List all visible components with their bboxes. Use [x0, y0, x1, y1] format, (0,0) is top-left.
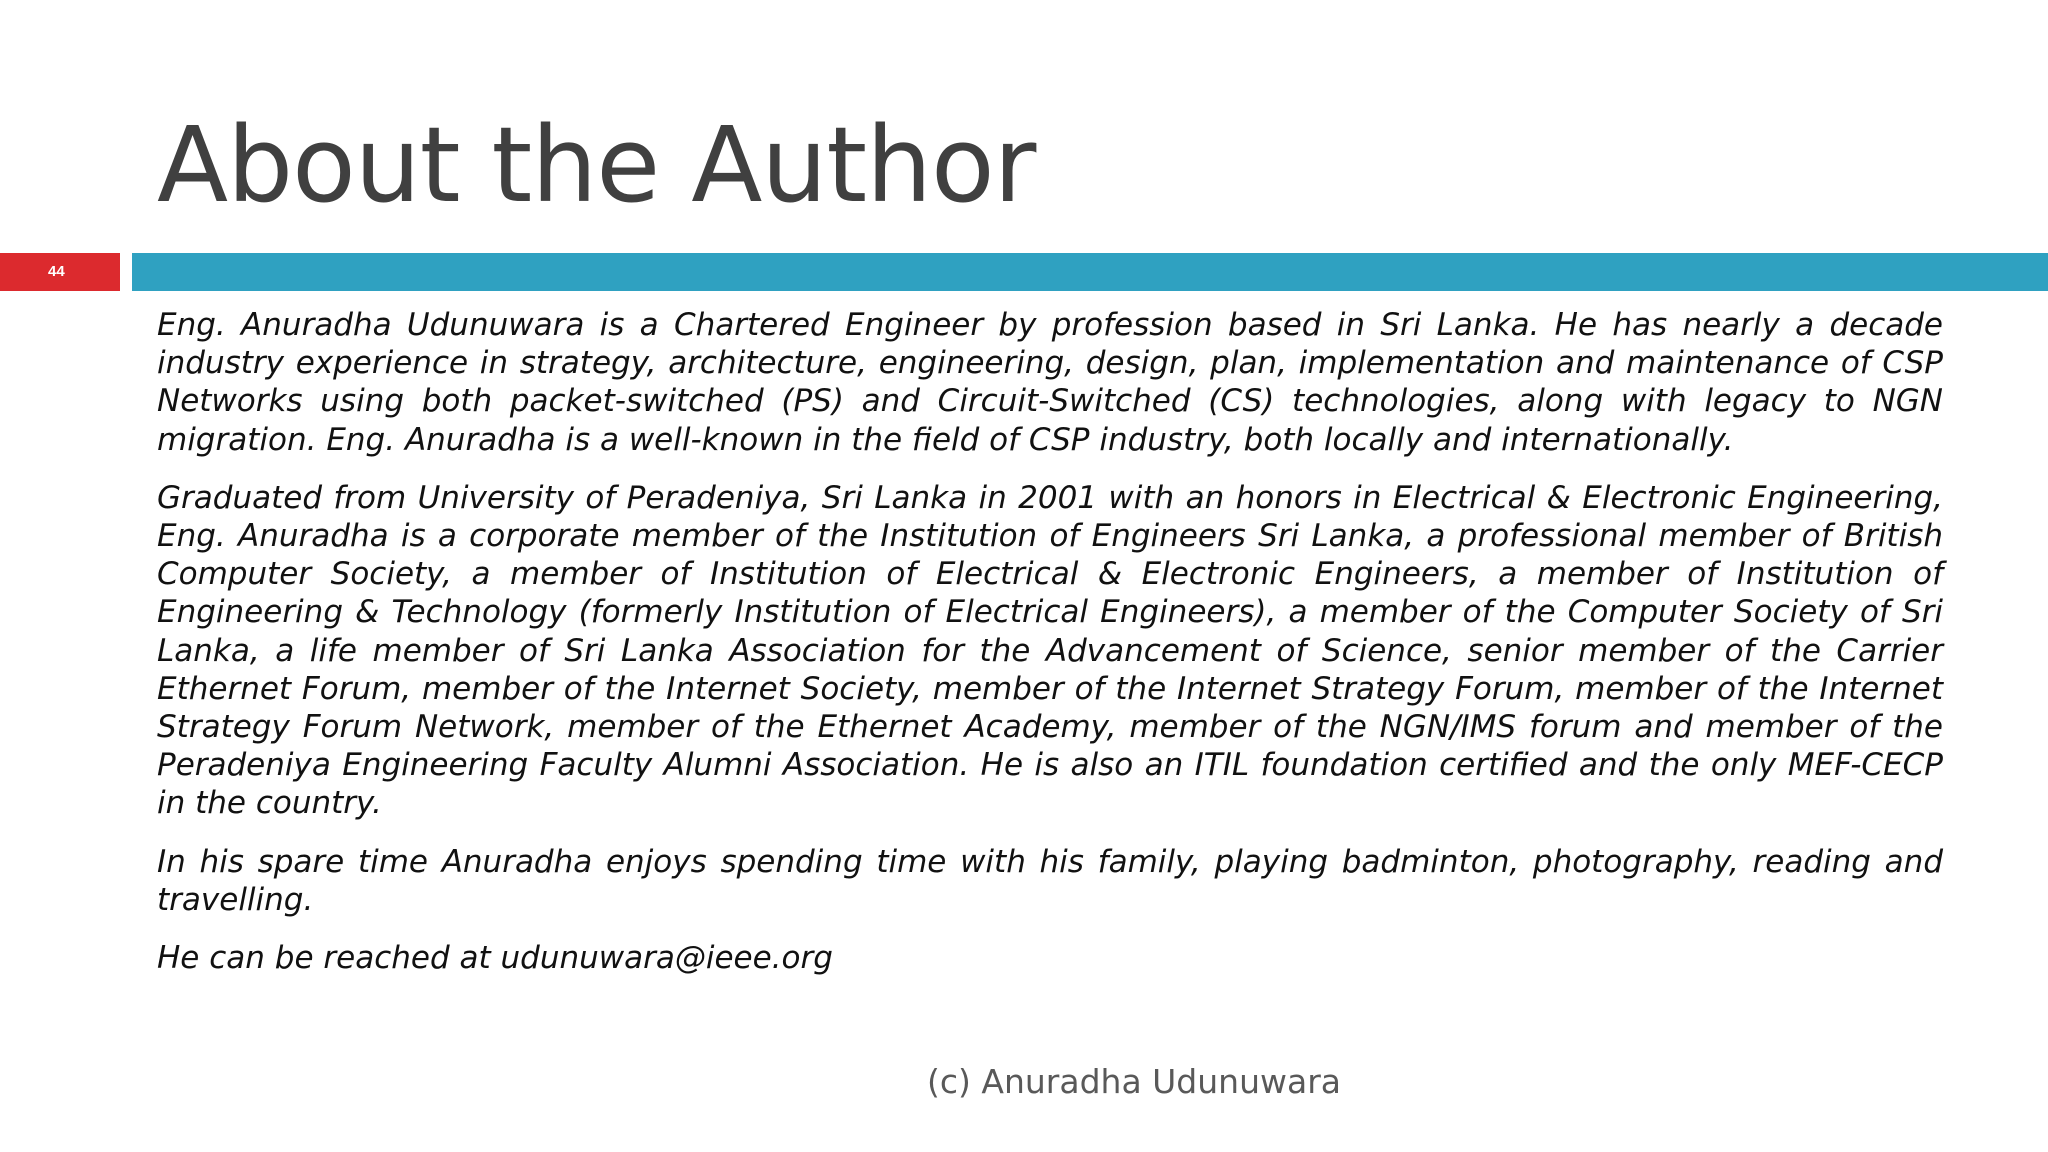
slide-number: 44 [48, 263, 65, 280]
bio-paragraph-contact: He can be reached at udunuwara@ieee.org [157, 940, 833, 977]
footer-copyright: (c) Anuradha Udunuwara [927, 1062, 1341, 1101]
bio-paragraph-hobbies: In his spare time Anuradha enjoys spending time with his family, playing badminton, photography, reading and travelling. [157, 843, 1943, 918]
slide-title: About the Author [157, 104, 1036, 226]
author-bio [157, 306, 1943, 997]
bio-paragraph-memberships: Graduated from University of Peradeniya, Sri Lanka in 2001 with an honors in Electrical & Electronic Engineering, Eng. Anuradha is a corporate member of the Institution of Engineers Sri Lanka, a professional member of British Computer Society, a member of Institution of Electrical & Electronic Engineers, a member of Institution of Engineering & Technology (formerly Institution of Electrical Engineers), a member of the Computer Society of Sri Lanka, a life member of Sri Lanka Association for the Advancement of Science, senior member of the Carrier Ethernet Forum, member of the Internet Society, member of the Internet Strategy Forum, member of the Internet Strategy Forum Network, member of the Ethernet Academy, member of the NGN/IMS forum and member of the Peradeniya Engineering Faculty Alumni Association. He is also an ITIL foundation certified and the only MEF-CECP in the country. [157, 479, 1943, 822]
bio-paragraph-profession: Eng. Anuradha Udunuwara is a Chartered Engineer by profession based in Sri Lanka. He has nearly a decade industry experience in strategy, architecture, engineering, design, plan, implementation and maintenance of CSP Networks using both packet-switched (PS) and Circuit-Switched (CS) technologies, along with legacy to NGN migration. Eng. Anuradha is a well-known in the field of CSP industry, both locally and internationally. [157, 307, 1943, 458]
slide-number-bar [0, 253, 120, 291]
title-accent-bar [132, 253, 2048, 291]
